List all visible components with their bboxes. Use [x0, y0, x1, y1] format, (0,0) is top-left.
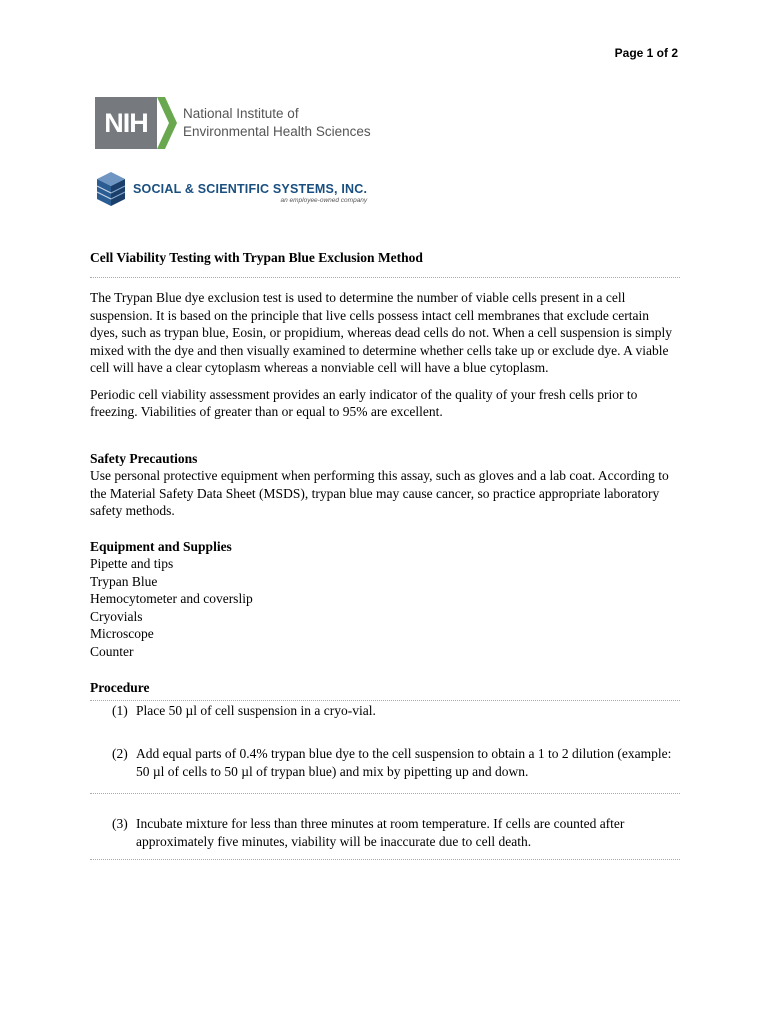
sss-tagline: an employee-owned company [280, 197, 368, 204]
list-item: Cryovials [90, 608, 143, 624]
step-number: (3) [112, 816, 128, 831]
page-number: Page 1 of 2 [614, 46, 678, 60]
equipment-heading: Equipment and Supplies [90, 538, 232, 554]
list-item: Counter [90, 643, 134, 659]
nih-name [183, 105, 371, 141]
nih-badge: NIH [95, 97, 157, 149]
sss-logo [95, 170, 367, 210]
equipment-list [90, 555, 680, 660]
list-item: Microscope [90, 626, 154, 641]
procedure-step [90, 745, 680, 780]
safety-text: Use personal protective equipment when performing this assay, such as gloves and a lab coat. According to the Material Safety Data Sheet (MSDS), trypan blue may cause cancer, so practice appropriate laboratory safety methods. [90, 468, 669, 518]
procedure-step [90, 815, 680, 850]
intro-paragraph: Periodic cell viability assessment provides an early indicator of the quality of your fresh cells prior to freezing. Viabilities of greater than or equal to 95% are excellent. [90, 386, 638, 419]
step-number: (1) [112, 702, 128, 718]
nih-logo [95, 97, 371, 149]
nih-name-line2: Environmental Health Sciences [183, 124, 371, 139]
list-item: Hemocytometer and coverslip [90, 591, 253, 606]
document-body [90, 250, 680, 860]
chevron-icon [157, 97, 177, 149]
cube-icon [95, 170, 127, 210]
nih-name-line1: National Institute of [183, 106, 299, 121]
step-number: (2) [112, 746, 128, 761]
sss-company-name: SOCIAL & SCIENTIFIC SYSTEMS, INC. [133, 182, 368, 196]
document-title: Cell Viability Testing with Trypan Blue Exclusion Method [90, 250, 423, 265]
step-text: Incubate mixture for less than three minutes at room temperature. If cells are counted after approximately five minutes, viability will be inaccurate due to cell death. [136, 816, 625, 849]
procedure-heading: Procedure [90, 680, 150, 695]
procedure-step [90, 702, 680, 720]
step-text: Place 50 µl of cell suspension in a cryo-vial. [136, 702, 376, 718]
divider [90, 859, 680, 860]
intro-paragraph: The Trypan Blue dye exclusion test is used to determine the number of viable cells present in a cell suspension. It is based on the principle that live cells possess intact cell membranes that exclude certain dyes, such as trypan blue, Eosin, or propidium, whereas dead cells do not. When a cell suspension is simply mixed with the dye and then visually examined to determine whether cells take up or exclude dye. A viable cell will have a clear cytoplasm whereas a nonviable cell will have a blue cytoplasm. [90, 290, 673, 375]
divider [90, 700, 680, 701]
divider [90, 793, 680, 794]
step-text: Add equal parts of 0.4% trypan blue dye to the cell suspension to obtain a 1 to 2 dilution (example: 50 µl of cells to 50 µl of trypan blue) and mix by pipetting up and down. [136, 746, 672, 779]
list-item: Trypan Blue [90, 573, 158, 589]
safety-heading: Safety Precautions [90, 450, 198, 466]
list-item: Pipette and tips [90, 556, 174, 571]
divider [90, 277, 680, 278]
procedure-steps [90, 702, 680, 861]
